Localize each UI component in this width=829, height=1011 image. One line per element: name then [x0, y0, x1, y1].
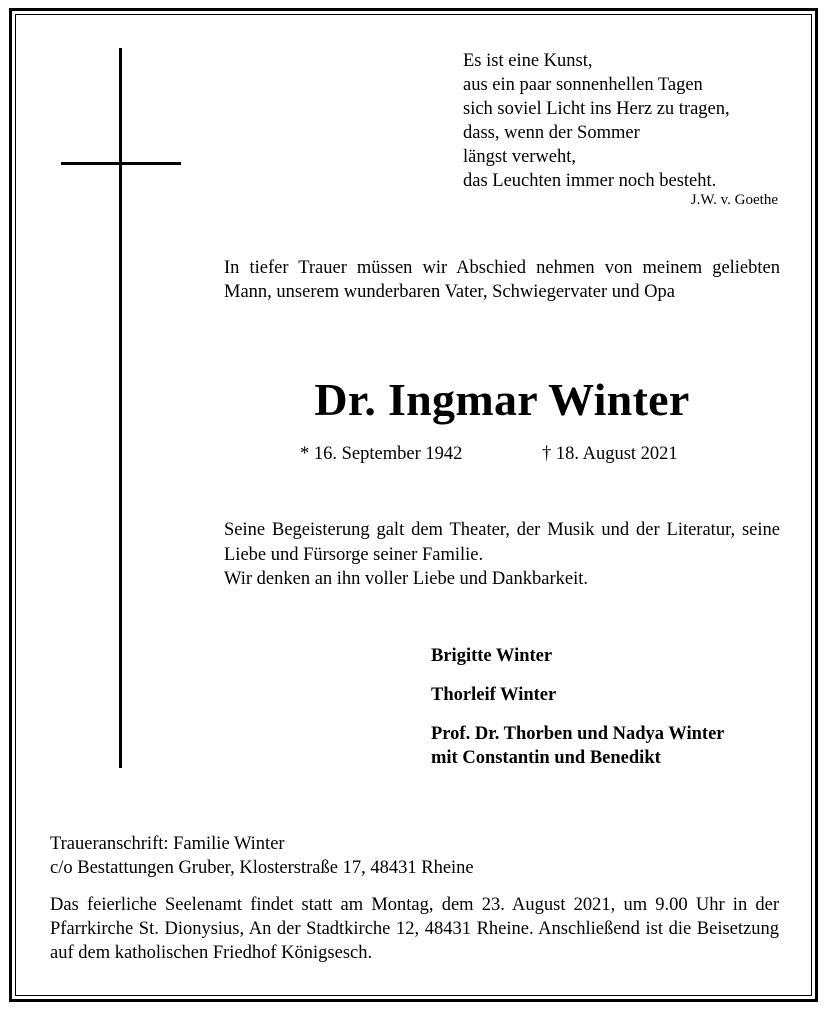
address-line: Traueranschrift: Familie Winter	[50, 834, 285, 854]
poem-author: J.W. v. Goethe	[690, 192, 778, 208]
poem	[463, 49, 730, 193]
birth-date: * 16. September 1942	[300, 444, 463, 464]
service-info: Das feierliche Seelenamt findet statt am Montag, dem 23. August 2021, um 9.00 Uhr in der Pfarrkirche St. Dionysius, An der Stadtkirche 12, 48431 Rheine. Anschließend ist die Beisetzung auf dem katholischen Friedhof Königsesch.	[50, 895, 779, 963]
poem-line: das Leuchten immer noch besteht.	[463, 171, 717, 191]
intro-text: In tiefer Trauer müssen wir Abschied nehmen von meinem geliebten Mann, unserem wunderbaren Vater, Schwiegervater und Opa	[224, 258, 780, 302]
poem-line: dass, wenn der Sommer	[463, 123, 640, 143]
mourner: Brigitte Winter	[431, 646, 553, 666]
death-date: † 18. August 2021	[542, 444, 678, 464]
deceased-name: Dr. Ingmar Winter	[314, 374, 690, 425]
mourning-address	[50, 832, 474, 880]
address-line: c/o Bestattungen Gruber, Klosterstraße 17, 48431 Rheine	[50, 858, 474, 878]
poem-line: Es ist eine Kunst,	[463, 51, 593, 71]
cross-horizontal-bar	[61, 162, 181, 165]
poem-line: aus ein paar sonnenhellen Tagen	[463, 75, 703, 95]
tribute-closing: Wir denken an ihn voller Liebe und Dankbarkeit.	[224, 569, 588, 589]
mourner: Prof. Dr. Thorben und Nadya Winter	[431, 724, 725, 744]
poem-line: sich soviel Licht ins Herz zu tragen,	[463, 99, 730, 119]
mourner: Thorleif Winter	[431, 685, 557, 705]
mourner: mit Constantin und Benedikt	[431, 748, 661, 768]
cross-vertical-bar	[119, 48, 122, 768]
tribute-text	[224, 518, 780, 592]
tribute-paragraph: Seine Begeisterung galt dem Theater, der Musik und der Literatur, seine Liebe und Fürsorge seiner Familie.	[224, 520, 780, 565]
poem-line: längst verweht,	[463, 147, 577, 167]
